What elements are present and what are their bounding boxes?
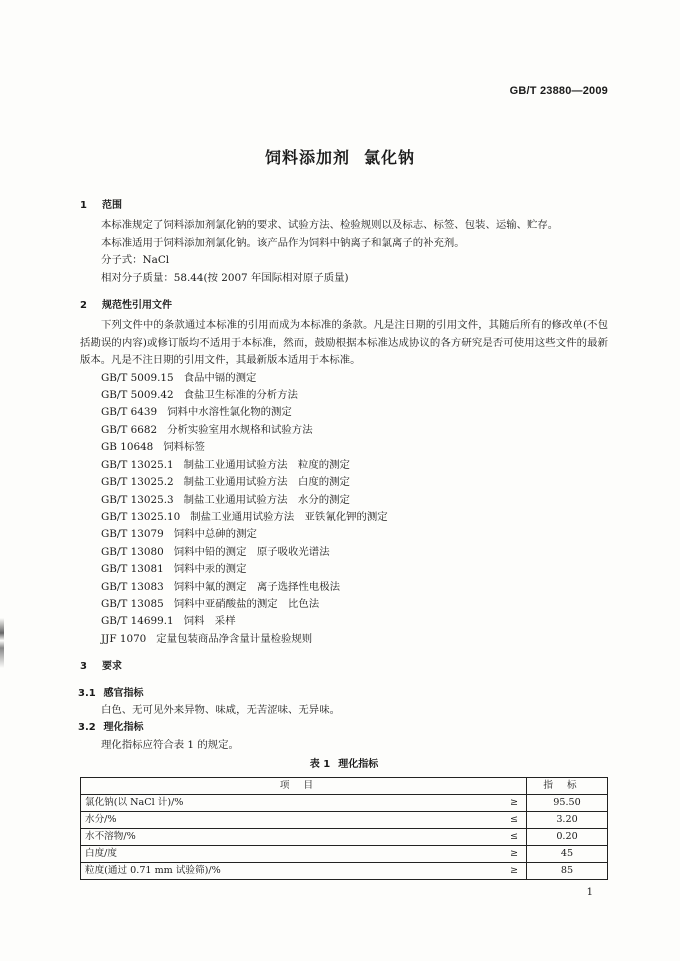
reference-code: GB/T 13025.2 [101,476,174,489]
scope-paragraph: 本标准规定了饲料添加剂氯化钠的要求、试验方法、检验规则以及标志、标签、包装、运输、贮存。 [101,219,559,232]
reference-code: GB/T 6682 [101,423,158,436]
table-cell-value: 45 [527,845,608,862]
table-cell-item: 粒度(通过 0.71 mm 试验筛)/% [81,862,497,879]
reference-title: 饲料中水溶性氯化物的测定 [167,406,292,419]
reference-item [80,596,608,613]
table-caption-title: 理化指标 [338,759,379,771]
subsection-title: 理化指标 [103,722,144,734]
reference-item [80,526,608,543]
reference-title: 饲料中总砷的测定 [173,528,257,541]
reference-title: 制盐工业通用试验方法 水分的测定 [183,493,350,506]
reference-item [80,387,608,404]
reference-title: 饲料中亚硝酸盐的测定 比色法 [173,597,320,610]
section-number: 3 [80,661,87,673]
subsection-title: 感官指标 [103,687,144,699]
section-title: 范围 [102,200,122,211]
page-number: 1 [586,887,593,898]
section-title: 要求 [102,661,122,673]
table-cell-value: 3.20 [527,811,608,828]
table-row [81,828,608,845]
table-header-row [81,777,608,794]
section-heading-requirements [80,658,608,675]
subsection-heading-physicochemical [78,719,608,736]
reference-code: GB 10648 [101,441,154,454]
table-header-item: 项目 [81,777,527,794]
reference-title: 饲料标签 [163,441,205,454]
reference-code: GB/T 13081 [101,563,164,576]
scope-paragraph: 相对分子质量：58.44(按 2007 年国际相对原子质量) [101,271,349,284]
scan-edge-mark [0,618,4,668]
table-cell-symbol: ≥ [496,794,527,811]
reference-title: 分析实验室用水规格和试验方法 [167,423,313,436]
table-cell-value: 0.20 [527,828,608,845]
table-cell-item: 水不溶物/% [81,828,497,845]
references-intro: 下列文件中的条款通过本标准的引用而成为本标准的条款。凡是注日期的引用文件，其随后所有的修改单(不包括勘误的内容)或修订版均不适用于本标准，然而，鼓励根据本标准达成协议的各方研究是否可使用这些文件的最新版本。凡是不注日期的引用文件，其最新版本适用于本标准。 [80,319,608,367]
reference-code: GB/T 13085 [101,597,164,610]
table-cell-value: 85 [527,862,608,879]
reference-title: 食盐卫生标准的分析方法 [183,389,298,402]
reference-item [80,561,608,578]
scope-paragraph: 分子式：NaCl [101,254,170,267]
section-heading-references [80,297,608,314]
subsection-heading-sensory [78,685,608,702]
subsection-number: 3.1 [78,687,96,699]
reference-code: GB/T 6439 [101,406,158,419]
section-title: 规范性引用文件 [102,300,172,312]
reference-item [80,422,608,439]
reference-title: 饲料 采样 [183,615,236,628]
reference-code: GB/T 14699.1 [101,615,174,628]
reference-code: GB/T 13025.10 [101,510,181,523]
reference-item [80,509,608,526]
section-number: 1 [80,200,87,211]
table-caption [80,756,608,773]
reference-item [80,492,608,509]
table-caption-number: 表 1 [309,759,331,771]
reference-title: 饲料中氟的测定 离子选择性电极法 [173,580,340,593]
table-row [81,862,608,879]
title-part-1: 饲料添加剂 [264,148,350,167]
table-cell-symbol: ≥ [496,845,527,862]
reference-item [80,404,608,421]
reference-code: GB/T 13083 [101,580,164,593]
table-row [81,811,608,828]
document-code: GB/T 23880—2009 [509,85,608,97]
reference-title: 制盐工业通用试验方法 粒度的测定 [183,458,350,471]
reference-item [80,613,608,630]
reference-item [80,457,608,474]
table-cell-item: 氯化钠(以 NaCl 计)/% [81,794,497,811]
table-cell-symbol: ≥ [496,862,527,879]
reference-title: 食品中镉的测定 [183,371,257,384]
sensory-text: 白色、无可见外来异物、味咸，无苦涩味、无异味。 [101,703,340,716]
scope-paragraph: 本标准适用于饲料添加剂氯化钠。该产品作为饲料中钠离子和氯离子的补充剂。 [101,236,465,249]
reference-code: GB/T 13025.1 [101,458,174,471]
reference-item [80,439,608,456]
reference-title: 制盐工业通用试验方法 白度的测定 [183,476,350,489]
reference-code: GB/T 13025.3 [101,493,174,506]
title-part-2: 氯化钠 [364,148,416,167]
subsection-number: 3.2 [78,722,96,734]
reference-item [80,631,608,648]
table-cell-item: 水分/% [81,811,497,828]
document-body [80,193,608,880]
table-row [81,845,608,862]
section-number: 2 [80,300,87,312]
document-title [0,145,680,168]
table-cell-symbol: ≤ [496,828,527,845]
physicochemical-text: 理化指标应符合表 1 的规定。 [101,738,239,751]
reference-code: GB/T 13080 [101,545,164,558]
table-header-value: 指标 [527,777,608,794]
section-heading-scope [80,197,608,214]
reference-title: 饲料中汞的测定 [173,563,247,576]
reference-item [80,579,608,596]
reference-title: 饲料中铅的测定 原子吸收光谱法 [173,545,330,558]
reference-code: GB/T 5009.42 [101,389,174,402]
reference-item [80,370,608,387]
reference-code: GB/T 5009.15 [101,371,174,384]
physicochemical-table [80,777,608,880]
reference-item [80,544,608,561]
reference-list [80,370,608,649]
reference-item [80,474,608,491]
reference-code: GB/T 13079 [101,528,164,541]
table-cell-value: 95.50 [527,794,608,811]
table-cell-item: 白度/度 [81,845,497,862]
reference-title: 制盐工业通用试验方法 亚铁氰化钾的测定 [190,510,388,523]
reference-code: JJF 1070 [101,632,147,645]
table-row [81,794,608,811]
reference-title: 定量包装商品净含量计量检验规则 [156,632,313,645]
table-cell-symbol: ≤ [496,811,527,828]
